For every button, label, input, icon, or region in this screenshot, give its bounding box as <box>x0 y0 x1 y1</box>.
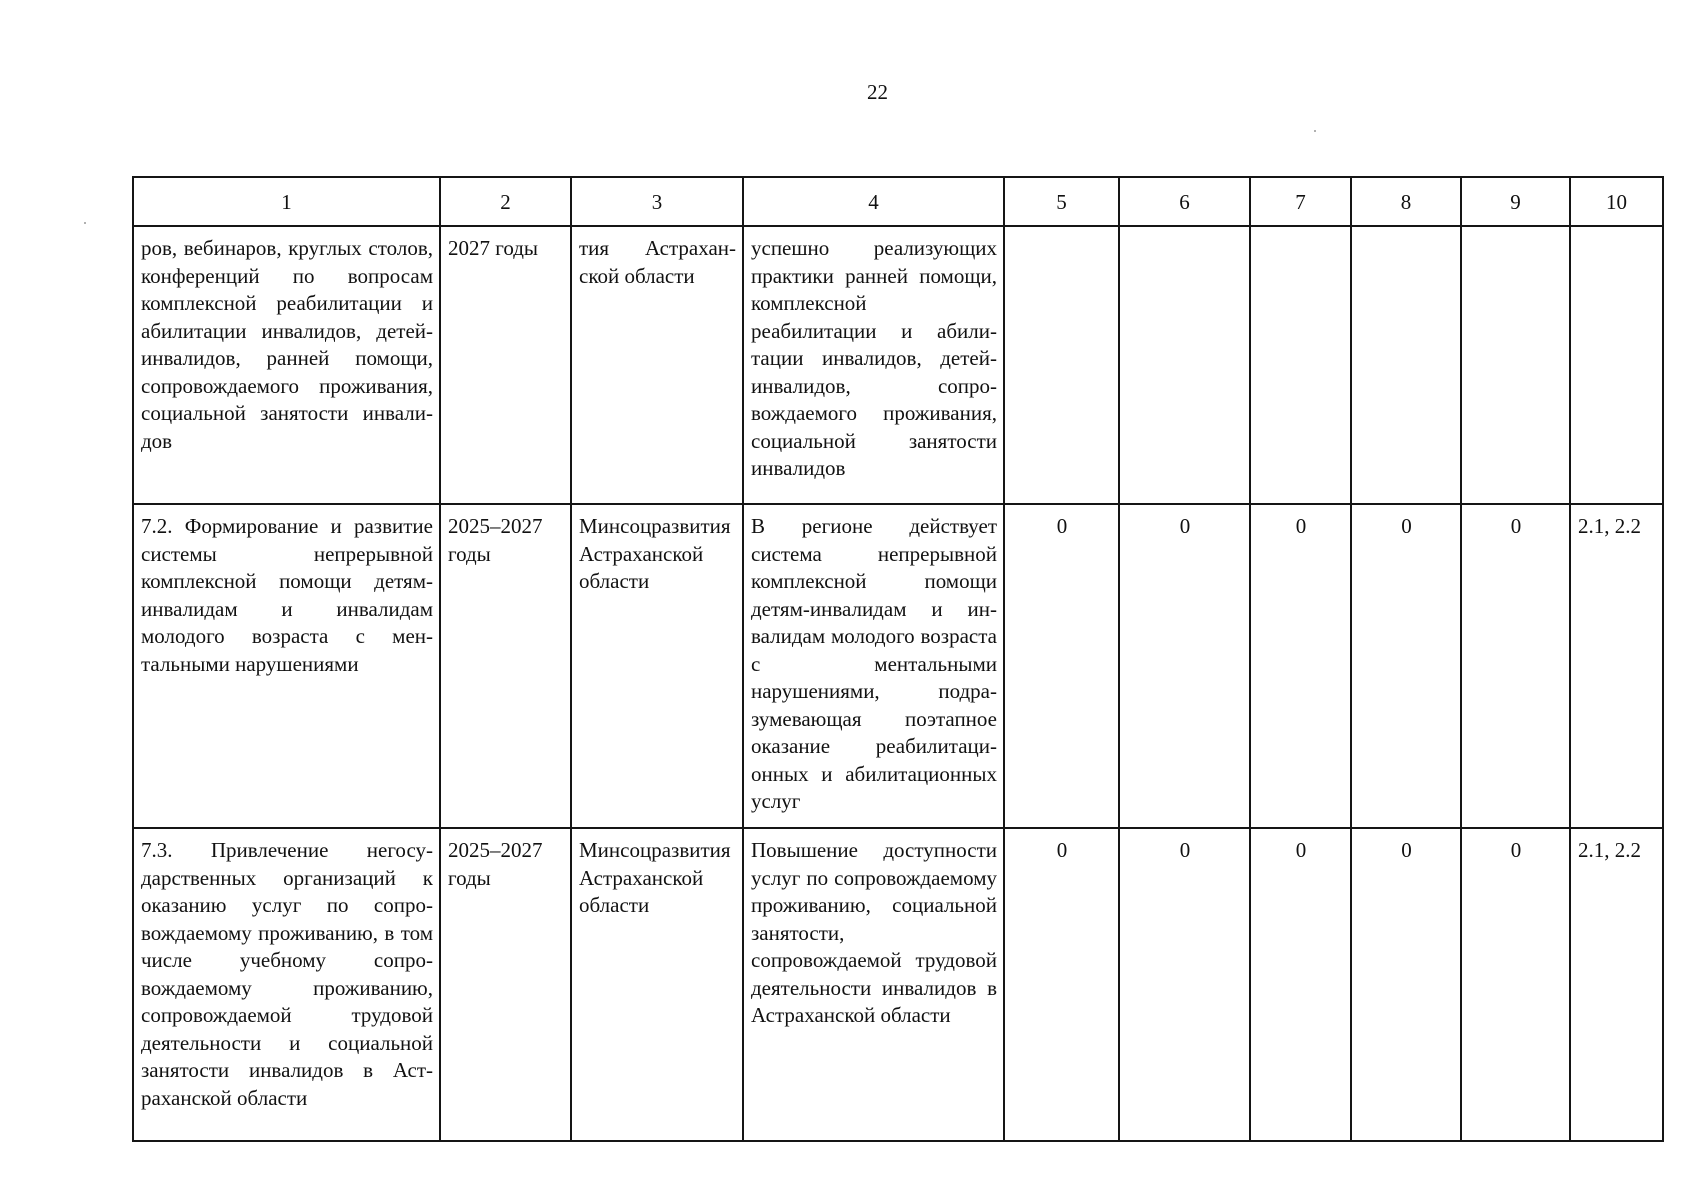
column-header: 10 <box>1570 177 1663 226</box>
activity-cell: 7.3. Привлечение негосударственных организаций к оказанию услуг по сопровождаемому проживанию, в том числе учебному сопровождаемому проживанию, сопровождаемой трудовой деятельности и социальной занятости инвалидов в Астраханской области <box>133 828 440 1141</box>
value-cell: 0 <box>1119 504 1250 828</box>
value-cell <box>1461 226 1570 504</box>
column-header: 2 <box>440 177 571 226</box>
column-header: 1 <box>133 177 440 226</box>
column-header: 5 <box>1004 177 1119 226</box>
scan-speck <box>1314 130 1316 132</box>
value-cell <box>1250 226 1351 504</box>
responsible-cell: тия Астраханской области <box>571 226 743 504</box>
value-cell: 0 <box>1250 504 1351 828</box>
period-cell: 2027 годы <box>440 226 571 504</box>
column-header: 9 <box>1461 177 1570 226</box>
period-cell: 2025–2027 годы <box>440 828 571 1141</box>
value-cell <box>1351 226 1461 504</box>
page-number: 22 <box>867 80 888 104</box>
value-cell <box>1119 226 1250 504</box>
table-row <box>133 226 1663 504</box>
value-cell: 0 <box>1461 828 1570 1141</box>
result-cell: успешно реализующих практики ранней помощи, комплексной реабилитации и абилитации инвалидов, детей-инвалидов, сопровождаемого проживания, социальной занятости инвалидов <box>743 226 1004 504</box>
activities-table <box>132 176 1664 1142</box>
scan-speck <box>84 222 86 224</box>
activity-cell: 7.2. Формирование и развитие системы непрерывной комплексной помощи детям-инвалидам и инвалидам молодого возраста с ментальными нарушениями <box>133 504 440 828</box>
value-cell: 0 <box>1461 504 1570 828</box>
table-row <box>133 504 1663 828</box>
value-cell: 0 <box>1119 828 1250 1141</box>
value-cell: 0 <box>1004 504 1119 828</box>
activity-cell: ров, вебинаров, круглых столов, конференций по вопросам комплексной реабилитации и абилитации инвалидов, детей-инвалидов, ранней помощи, сопровождаемого проживания, социальной занятости инвалидов <box>133 226 440 504</box>
column-header: 6 <box>1119 177 1250 226</box>
responsible-cell: Минсоцразвития Астраханской области <box>571 828 743 1141</box>
value-cell: 0 <box>1351 828 1461 1141</box>
indicator-link-cell: 2.1, 2.2 <box>1570 504 1663 828</box>
period-cell: 2025–2027 годы <box>440 504 571 828</box>
column-header: 4 <box>743 177 1004 226</box>
column-header: 7 <box>1250 177 1351 226</box>
table-row <box>133 828 1663 1141</box>
column-header: 3 <box>571 177 743 226</box>
responsible-cell: Минсоцразвития Астраханской области <box>571 504 743 828</box>
value-cell: 0 <box>1250 828 1351 1141</box>
value-cell: 0 <box>1004 828 1119 1141</box>
column-header: 8 <box>1351 177 1461 226</box>
indicator-link-cell <box>1570 226 1663 504</box>
indicator-link-cell: 2.1, 2.2 <box>1570 828 1663 1141</box>
value-cell <box>1004 226 1119 504</box>
table-header-row <box>133 177 1663 226</box>
value-cell: 0 <box>1351 504 1461 828</box>
result-cell: Повышение доступности услуг по сопровождаемому проживанию, социальной занятости, сопровождаемой трудовой деятельности инвалидов в Астраханской области <box>743 828 1004 1141</box>
result-cell: В регионе действует система непрерывной комплексной помощи детям-инвалидам и инвалидам молодого возраста с ментальными нарушениями, подразумевающая поэтапное оказание реабилитационных и абилитационных услуг <box>743 504 1004 828</box>
